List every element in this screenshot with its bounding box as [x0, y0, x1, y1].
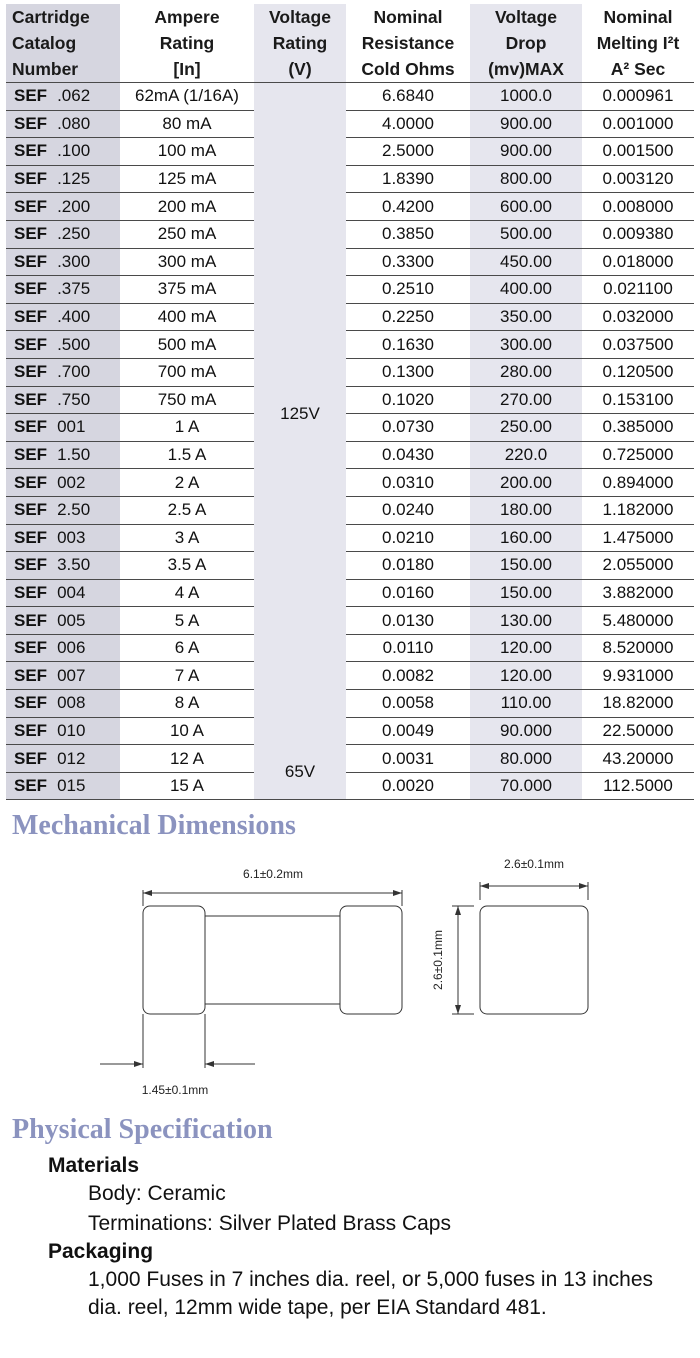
physical-specification	[48, 1154, 688, 1324]
catalog-number-cell: SEF 010	[6, 717, 120, 745]
voltage-drop-cell: 150.00	[470, 552, 582, 580]
voltage-drop-cell: 150.00	[470, 579, 582, 607]
right-end-cap	[340, 906, 402, 1014]
ampere-rating-cell: 62mA (1/16A)	[120, 83, 254, 111]
voltage-rating-125-cell: 125V	[254, 83, 346, 745]
voltage-drop-cell: 180.00	[470, 496, 582, 524]
ampere-rating-cell: 1.5 A	[120, 441, 254, 469]
catalog-number-cell: SEF 005	[6, 607, 120, 635]
table-row	[6, 110, 694, 138]
catalog-number-cell: SEF 015	[6, 772, 120, 800]
resistance-cell: 0.0020	[346, 772, 470, 800]
resistance-cell: 0.1020	[346, 386, 470, 414]
voltage-drop-cell: 220.0	[470, 441, 582, 469]
melting-cell: 5.480000	[582, 607, 694, 635]
voltage-drop-cell: 800.00	[470, 165, 582, 193]
resistance-cell: 0.1300	[346, 358, 470, 386]
table-row	[6, 331, 694, 359]
voltage-drop-cell: 120.00	[470, 634, 582, 662]
voltage-drop-cell: 900.00	[470, 110, 582, 138]
ampere-rating-cell: 10 A	[120, 717, 254, 745]
catalog-number-cell: SEF .100	[6, 138, 120, 166]
voltage-drop-cell: 300.00	[470, 331, 582, 359]
table-row	[6, 441, 694, 469]
voltage-drop-cell: 90.000	[470, 717, 582, 745]
resistance-cell: 0.0049	[346, 717, 470, 745]
ampere-rating-cell: 125 mA	[120, 165, 254, 193]
table-row	[6, 717, 694, 745]
ampere-rating-cell: 750 mA	[120, 386, 254, 414]
table-row	[6, 552, 694, 580]
header-voltage-rating: Voltage Rating (V)	[254, 4, 346, 83]
resistance-cell: 0.0310	[346, 469, 470, 497]
catalog-number-cell: SEF 002	[6, 469, 120, 497]
catalog-number-cell: SEF 3.50	[6, 552, 120, 580]
melting-cell: 0.894000	[582, 469, 694, 497]
ampere-rating-cell: 15 A	[120, 772, 254, 800]
physical-specification-title: Physical Specification	[12, 1114, 273, 1145]
melting-cell: 3.882000	[582, 579, 694, 607]
resistance-cell: 0.1630	[346, 331, 470, 359]
ampere-rating-cell: 375 mA	[120, 276, 254, 304]
table-row	[6, 386, 694, 414]
melting-cell: 0.725000	[582, 441, 694, 469]
voltage-drop-cell: 250.00	[470, 414, 582, 442]
materials-body: Body: Ceramic	[88, 1182, 226, 1205]
table-row	[6, 276, 694, 304]
voltage-drop-cell: 120.00	[470, 662, 582, 690]
ampere-rating-cell: 6 A	[120, 634, 254, 662]
melting-cell: 43.20000	[582, 745, 694, 773]
ampere-rating-cell: 7 A	[120, 662, 254, 690]
catalog-number-cell: SEF 004	[6, 579, 120, 607]
melting-cell: 0.153100	[582, 386, 694, 414]
packaging-heading: Packaging	[48, 1240, 154, 1263]
ampere-rating-cell: 300 mA	[120, 248, 254, 276]
voltage-drop-cell: 280.00	[470, 358, 582, 386]
melting-cell: 0.009380	[582, 220, 694, 248]
catalog-number-cell: SEF 001	[6, 414, 120, 442]
catalog-number-cell: SEF .250	[6, 220, 120, 248]
melting-cell: 8.520000	[582, 634, 694, 662]
ampere-rating-cell: 80 mA	[120, 110, 254, 138]
table-row	[6, 690, 694, 718]
ampere-rating-cell: 4 A	[120, 579, 254, 607]
melting-cell: 0.001500	[582, 138, 694, 166]
ampere-rating-cell: 400 mA	[120, 303, 254, 331]
cap-dimension-label: 1.45±0.1mm	[141, 1083, 209, 1097]
voltage-drop-cell: 200.00	[470, 469, 582, 497]
table-row	[6, 83, 694, 111]
voltage-drop-cell: 350.00	[470, 303, 582, 331]
catalog-number-cell: SEF .062	[6, 83, 120, 111]
materials-heading: Materials	[48, 1154, 140, 1177]
table-row	[6, 358, 694, 386]
end-view-square	[480, 906, 588, 1014]
length-dimension-label: 6.1±0.2mm	[243, 867, 303, 881]
resistance-cell: 0.0430	[346, 441, 470, 469]
voltage-drop-cell: 400.00	[470, 276, 582, 304]
ampere-rating-cell: 700 mA	[120, 358, 254, 386]
ampere-rating-cell: 200 mA	[120, 193, 254, 221]
catalog-number-cell: SEF .700	[6, 358, 120, 386]
table-row	[6, 496, 694, 524]
height-dimension-label: 2.6±0.1mm	[431, 930, 445, 990]
resistance-cell: 0.3850	[346, 220, 470, 248]
table-row	[6, 165, 694, 193]
resistance-cell: 0.3300	[346, 248, 470, 276]
catalog-number-cell: SEF .375	[6, 276, 120, 304]
resistance-cell: 0.4200	[346, 193, 470, 221]
resistance-cell: 0.0082	[346, 662, 470, 690]
ampere-rating-cell: 2 A	[120, 469, 254, 497]
voltage-drop-cell: 900.00	[470, 138, 582, 166]
melting-cell: 18.82000	[582, 690, 694, 718]
table-row	[6, 607, 694, 635]
voltage-drop-cell: 1000.0	[470, 83, 582, 111]
voltage-drop-cell: 70.000	[470, 772, 582, 800]
catalog-number-cell: SEF .125	[6, 165, 120, 193]
resistance-cell: 0.0730	[346, 414, 470, 442]
ampere-rating-cell: 100 mA	[120, 138, 254, 166]
table-row	[6, 220, 694, 248]
materials-terminations: Terminations: Silver Plated Brass Caps	[88, 1212, 451, 1235]
table-row	[6, 248, 694, 276]
packaging-text: 1,000 Fuses in 7 inches dia. reel, or 5,000 fuses in 13 inches dia. reel, 12mm wide tape, per EIA Standard 481.	[88, 1268, 654, 1319]
ampere-rating-cell: 250 mA	[120, 220, 254, 248]
voltage-drop-cell: 500.00	[470, 220, 582, 248]
width-dimension-label: 2.6±0.1mm	[504, 857, 564, 871]
catalog-number-cell: SEF 2.50	[6, 496, 120, 524]
voltage-drop-cell: 130.00	[470, 607, 582, 635]
voltage-drop-cell: 160.00	[470, 524, 582, 552]
catalog-number-cell: SEF 008	[6, 690, 120, 718]
mechanical-dimensions-drawing	[0, 840, 700, 1110]
melting-cell: 1.475000	[582, 524, 694, 552]
catalog-number-cell: SEF 1.50	[6, 441, 120, 469]
resistance-cell: 0.2250	[346, 303, 470, 331]
header-ampere-rating: Ampere Rating [In]	[120, 4, 254, 83]
melting-cell: 0.120500	[582, 358, 694, 386]
resistance-cell: 0.2510	[346, 276, 470, 304]
header-melting: Nominal Melting I²t A² Sec	[582, 4, 694, 83]
melting-cell: 112.5000	[582, 772, 694, 800]
catalog-number-cell: SEF .400	[6, 303, 120, 331]
catalog-number-cell: SEF 007	[6, 662, 120, 690]
resistance-cell: 0.0180	[346, 552, 470, 580]
voltage-drop-cell: 270.00	[470, 386, 582, 414]
melting-cell: 0.003120	[582, 165, 694, 193]
voltage-drop-cell: 110.00	[470, 690, 582, 718]
table-row	[6, 634, 694, 662]
melting-cell: 1.182000	[582, 496, 694, 524]
ampere-rating-cell: 500 mA	[120, 331, 254, 359]
ampere-rating-cell: 3 A	[120, 524, 254, 552]
table-row	[6, 524, 694, 552]
resistance-cell: 0.0031	[346, 745, 470, 773]
catalog-number-cell: SEF 006	[6, 634, 120, 662]
resistance-cell: 0.0130	[346, 607, 470, 635]
table-row	[6, 579, 694, 607]
resistance-cell: 0.0058	[346, 690, 470, 718]
resistance-cell: 0.0210	[346, 524, 470, 552]
ampere-rating-cell: 3.5 A	[120, 552, 254, 580]
melting-cell: 0.001000	[582, 110, 694, 138]
header-catalog-number: Cartridge Catalog Number	[6, 4, 120, 83]
melting-cell: 0.000961	[582, 83, 694, 111]
ampere-rating-cell: 12 A	[120, 745, 254, 773]
catalog-number-cell: SEF .750	[6, 386, 120, 414]
ampere-rating-cell: 1 A	[120, 414, 254, 442]
resistance-cell: 0.0160	[346, 579, 470, 607]
melting-cell: 0.037500	[582, 331, 694, 359]
table-row	[6, 193, 694, 221]
catalog-number-cell: SEF 012	[6, 745, 120, 773]
catalog-number-cell: SEF .080	[6, 110, 120, 138]
catalog-number-cell: SEF 003	[6, 524, 120, 552]
header-voltage-drop: Voltage Drop (mv)MAX	[470, 4, 582, 83]
table-row	[6, 772, 694, 800]
table-row	[6, 303, 694, 331]
voltage-drop-cell: 80.000	[470, 745, 582, 773]
resistance-cell: 4.0000	[346, 110, 470, 138]
table-row	[6, 414, 694, 442]
table-row	[6, 469, 694, 497]
melting-cell: 0.008000	[582, 193, 694, 221]
fuse-spec-table	[6, 4, 694, 800]
resistance-cell: 2.5000	[346, 138, 470, 166]
resistance-cell: 0.0110	[346, 634, 470, 662]
voltage-drop-cell: 450.00	[470, 248, 582, 276]
melting-cell: 22.50000	[582, 717, 694, 745]
melting-cell: 0.032000	[582, 303, 694, 331]
table-row	[6, 662, 694, 690]
catalog-number-cell: SEF .200	[6, 193, 120, 221]
voltage-rating-65-cell: 65V	[254, 745, 346, 800]
melting-cell: 0.021100	[582, 276, 694, 304]
catalog-number-cell: SEF .500	[6, 331, 120, 359]
melting-cell: 0.018000	[582, 248, 694, 276]
mechanical-dimensions-title: Mechanical Dimensions	[12, 810, 296, 841]
table-header-row	[6, 4, 694, 83]
left-end-cap	[143, 906, 205, 1014]
header-resistance: Nominal Resistance Cold Ohms	[346, 4, 470, 83]
melting-cell: 2.055000	[582, 552, 694, 580]
resistance-cell: 6.6840	[346, 83, 470, 111]
ampere-rating-cell: 2.5 A	[120, 496, 254, 524]
melting-cell: 0.385000	[582, 414, 694, 442]
table-row	[6, 138, 694, 166]
table-row	[6, 745, 694, 773]
voltage-drop-cell: 600.00	[470, 193, 582, 221]
ceramic-body	[205, 916, 340, 1004]
resistance-cell: 0.0240	[346, 496, 470, 524]
ampere-rating-cell: 5 A	[120, 607, 254, 635]
catalog-number-cell: SEF .300	[6, 248, 120, 276]
ampere-rating-cell: 8 A	[120, 690, 254, 718]
resistance-cell: 1.8390	[346, 165, 470, 193]
melting-cell: 9.931000	[582, 662, 694, 690]
